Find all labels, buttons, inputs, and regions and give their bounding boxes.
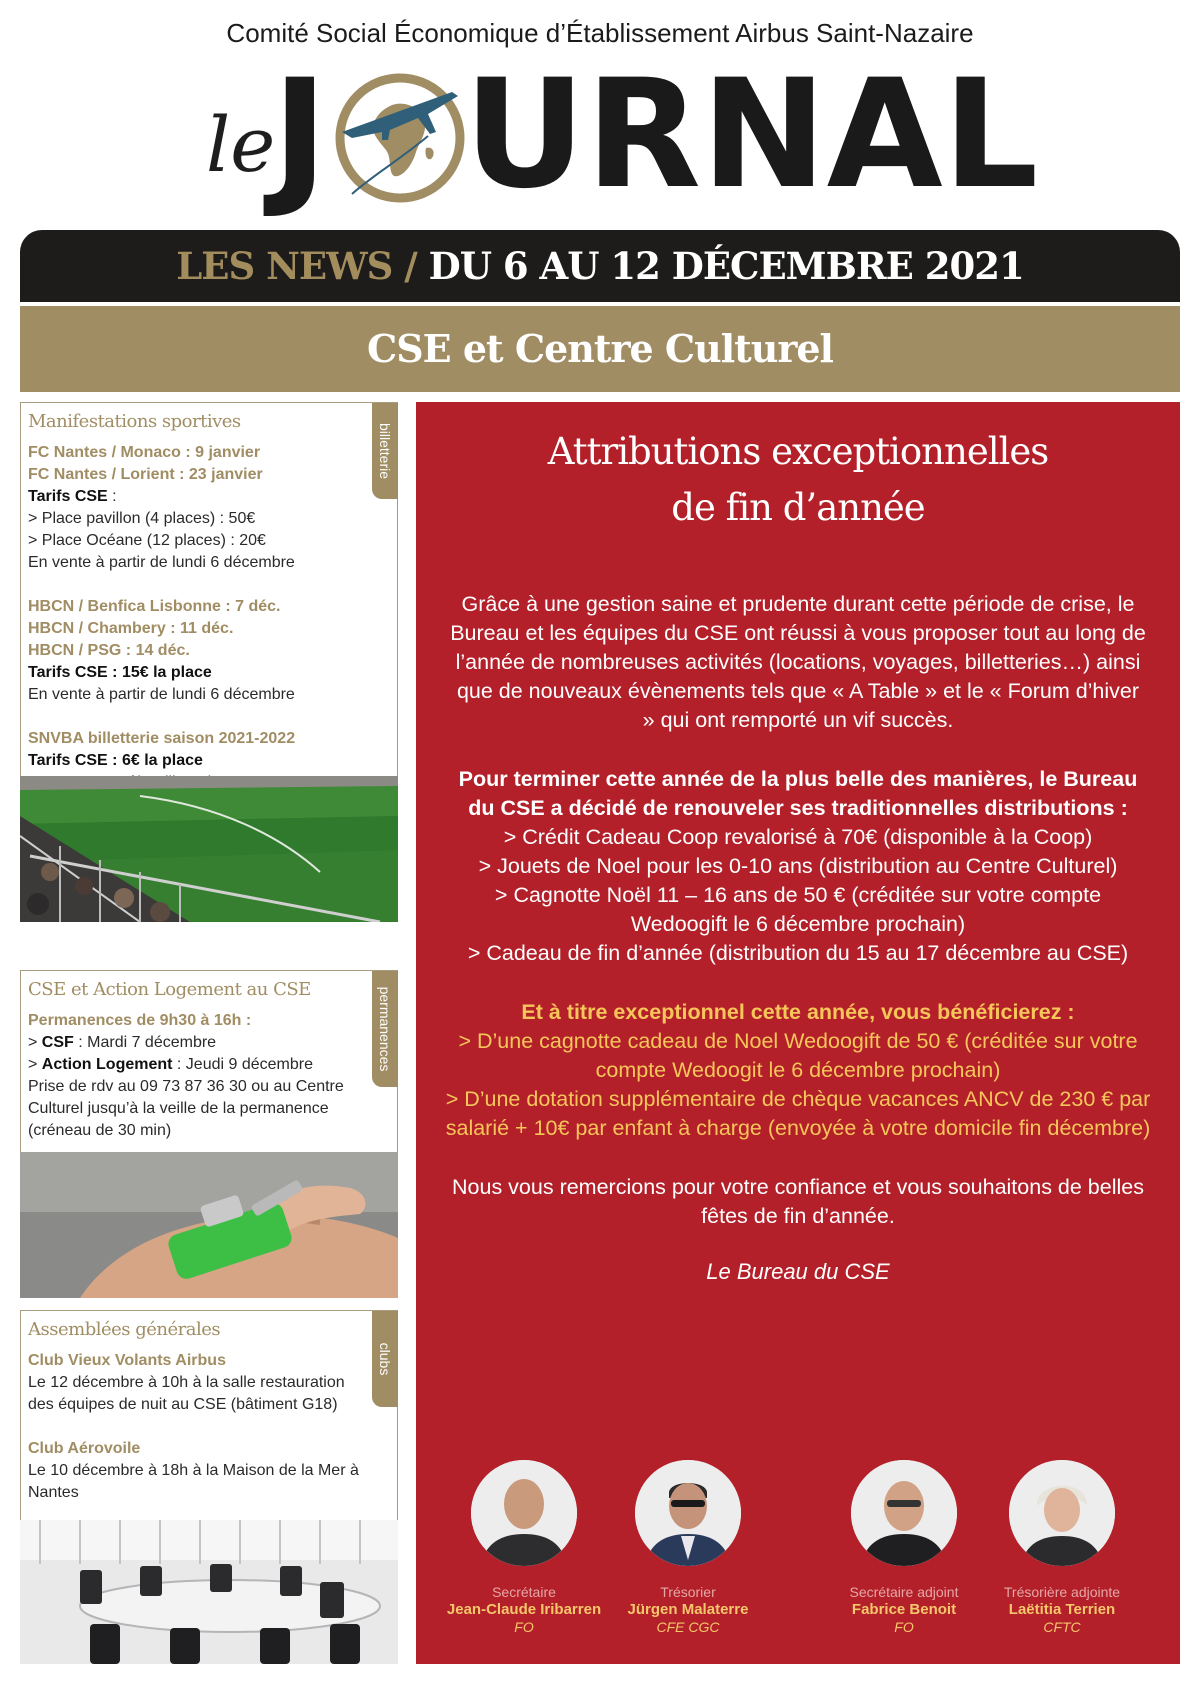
avatar: [851, 1460, 957, 1566]
team-member: Trésorier Jürgen Malaterre CFE CGC: [598, 1460, 778, 1635]
section-title: CSE et Centre Culturel: [20, 306, 1180, 392]
team-member: Secrétaire adjoint Fabrice Benoit FO: [814, 1460, 994, 1635]
club-details: Le 12 décembre à 10h à la salle restauration des équipes de nuit au CSE (bâtiment G18): [28, 1374, 345, 1413]
logo-prefix: le: [206, 100, 276, 189]
club-details: Le 10 décembre à 18h à la Maison de la Mer à Nantes: [28, 1462, 359, 1501]
tarifs-line: Tarifs CSE :: [28, 488, 117, 505]
billetterie-tab: billetterie: [372, 403, 398, 499]
exceptional-item: > D’une dotation supplémentaire de chèque vacances ANCV de 230 € par salarié + 10€ par enfant à charge (envoyée à votre domicile fin décembre): [445, 1087, 1151, 1140]
exceptional-item: > D’une cagnotte cadeau de Noel Wedoogift de 50 € (créditée sur votre compte Wedoogit le 6 décembre prochain): [458, 1029, 1138, 1082]
match-line: HBCN / Benfica Lisbonne : 7 déc.: [28, 598, 281, 615]
assemblies-box: [20, 1310, 398, 1520]
club-name: Club Vieux Volants Airbus: [28, 1352, 226, 1369]
housing-box: [20, 970, 398, 1152]
team-member: Secrétaire Jean-Claude Iribarren FO: [434, 1460, 614, 1635]
housing-box-body: [21, 1000, 397, 1142]
tarifs-line: Tarifs CSE : 15€ la place: [28, 664, 212, 681]
assemblies-box-title: Assemblées générales: [28, 1319, 221, 1340]
tarifs-line: Tarifs CSE : 6€ la place: [28, 752, 203, 769]
stadium-photo: [20, 776, 398, 922]
closing-paragraph: Nous vous remercions pour votre confiance et vous souhaitons de belles fêtes de fin d’année.: [452, 1175, 1144, 1228]
news-dates: DU 6 AU 12 DÉCEMBRE 2021: [416, 244, 1024, 288]
avatar: [471, 1460, 577, 1566]
distribution-item: > Crédit Cadeau Coop revalorisé à 70€ (disponible à la Coop): [503, 825, 1093, 849]
appointment-info: Prise de rdv au 09 73 87 36 30 ou au Centre Culturel jusqu’à la veille de la permanence (créneau de 30 min): [28, 1078, 344, 1139]
distribution-item: > Jouets de Noel pour les 0-10 ans (distribution au Centre Culturel): [478, 854, 1118, 878]
exceptional-paragraph: [444, 998, 1152, 1143]
avatar: [1009, 1460, 1115, 1566]
distributions-lead: Pour terminer cette année de la plus belle des manières, le Bureau du CSE a décidé de renouveler ses traditionnelles distributions :: [458, 767, 1138, 820]
bureau-team: [416, 1460, 1180, 1660]
news-label: LES NEWS /: [176, 244, 417, 288]
permanences-tab: permanences: [372, 971, 398, 1087]
logo-letters-urnal: URNAL: [463, 48, 1039, 222]
snvba-line: SNVBA billetterie saison 2021-2022: [28, 730, 296, 747]
globe-airplane-icon: [332, 66, 468, 206]
match-line: FC Nantes / Lorient : 23 janvier: [28, 466, 263, 483]
signature: Le Bureau du CSE: [706, 1259, 890, 1284]
price-line: > Place Océane (12 places) : 20€: [28, 532, 266, 549]
organization-name: Comité Social Économique d’Établissement Airbus Saint-Nazaire: [226, 18, 974, 48]
match-line: HBCN / Chambery : 11 déc.: [28, 620, 234, 637]
csf-line: > CSF : Mardi 7 décembre: [28, 1034, 217, 1051]
sports-box-body: [21, 432, 397, 794]
action-logement-line: > Action Logement : Jeudi 9 décembre: [28, 1056, 313, 1073]
price-line: > Place pavillon (4 places) : 50€: [28, 510, 256, 527]
assemblies-box-body: [21, 1340, 397, 1504]
main-article: [416, 402, 1180, 1664]
avatar: [635, 1460, 741, 1566]
distribution-item: > Cadeau de fin d’année (distribution du 15 au 17 décembre au CSE): [467, 941, 1129, 965]
match-line: HBCN / PSG : 14 déc.: [28, 642, 190, 659]
exceptional-lead: Et à titre exceptionnel cette année, vous bénéficierez :: [521, 1000, 1075, 1024]
club-name: Club Aérovoile: [28, 1440, 141, 1457]
housing-box-title: CSE et Action Logement au CSE: [28, 979, 311, 1000]
logo-letter-j: J: [272, 48, 328, 222]
keys-photo: [20, 1152, 398, 1298]
match-line: FC Nantes / Monaco : 9 janvier: [28, 444, 261, 461]
clubs-tab: clubs: [372, 1311, 398, 1407]
sports-events-box: [20, 402, 398, 776]
distributions-paragraph: [444, 765, 1152, 968]
meeting-room-photo: [20, 1520, 398, 1664]
intro-paragraph: Grâce à une gestion saine et prudente durant cette période de crise, le Bureau et les équipes du CSE ont réussi à vous proposer tout au long de l’année de nombreuses activités (locations, voyages, billetteries…) ainsi que de nouveaux évènements tels que « A Table » et le « Forum d’hiver » qui ont remporté un vif succès.: [450, 592, 1146, 732]
sports-box-title: Manifestations sportives: [28, 411, 241, 432]
hours-line: Permanences de 9h30 à 16h :: [28, 1012, 252, 1029]
article-title: Attributions exceptionnelles de fin d’année: [547, 430, 1049, 529]
distribution-item: > Cagnotte Noël 11 – 16 ans de 50 € (créditée sur votre compte Wedoogift le 6 décembre prochain): [494, 883, 1102, 936]
sale-info: En vente à partir de lundi 6 décembre: [28, 554, 295, 571]
news-date-bar: [20, 230, 1180, 302]
team-member: Trésorière adjointe Laëtitia Terrien CFTC: [972, 1460, 1152, 1635]
journal-logo: [200, 48, 1039, 222]
sale-info: En vente à partir de lundi 6 décembre: [28, 686, 295, 703]
